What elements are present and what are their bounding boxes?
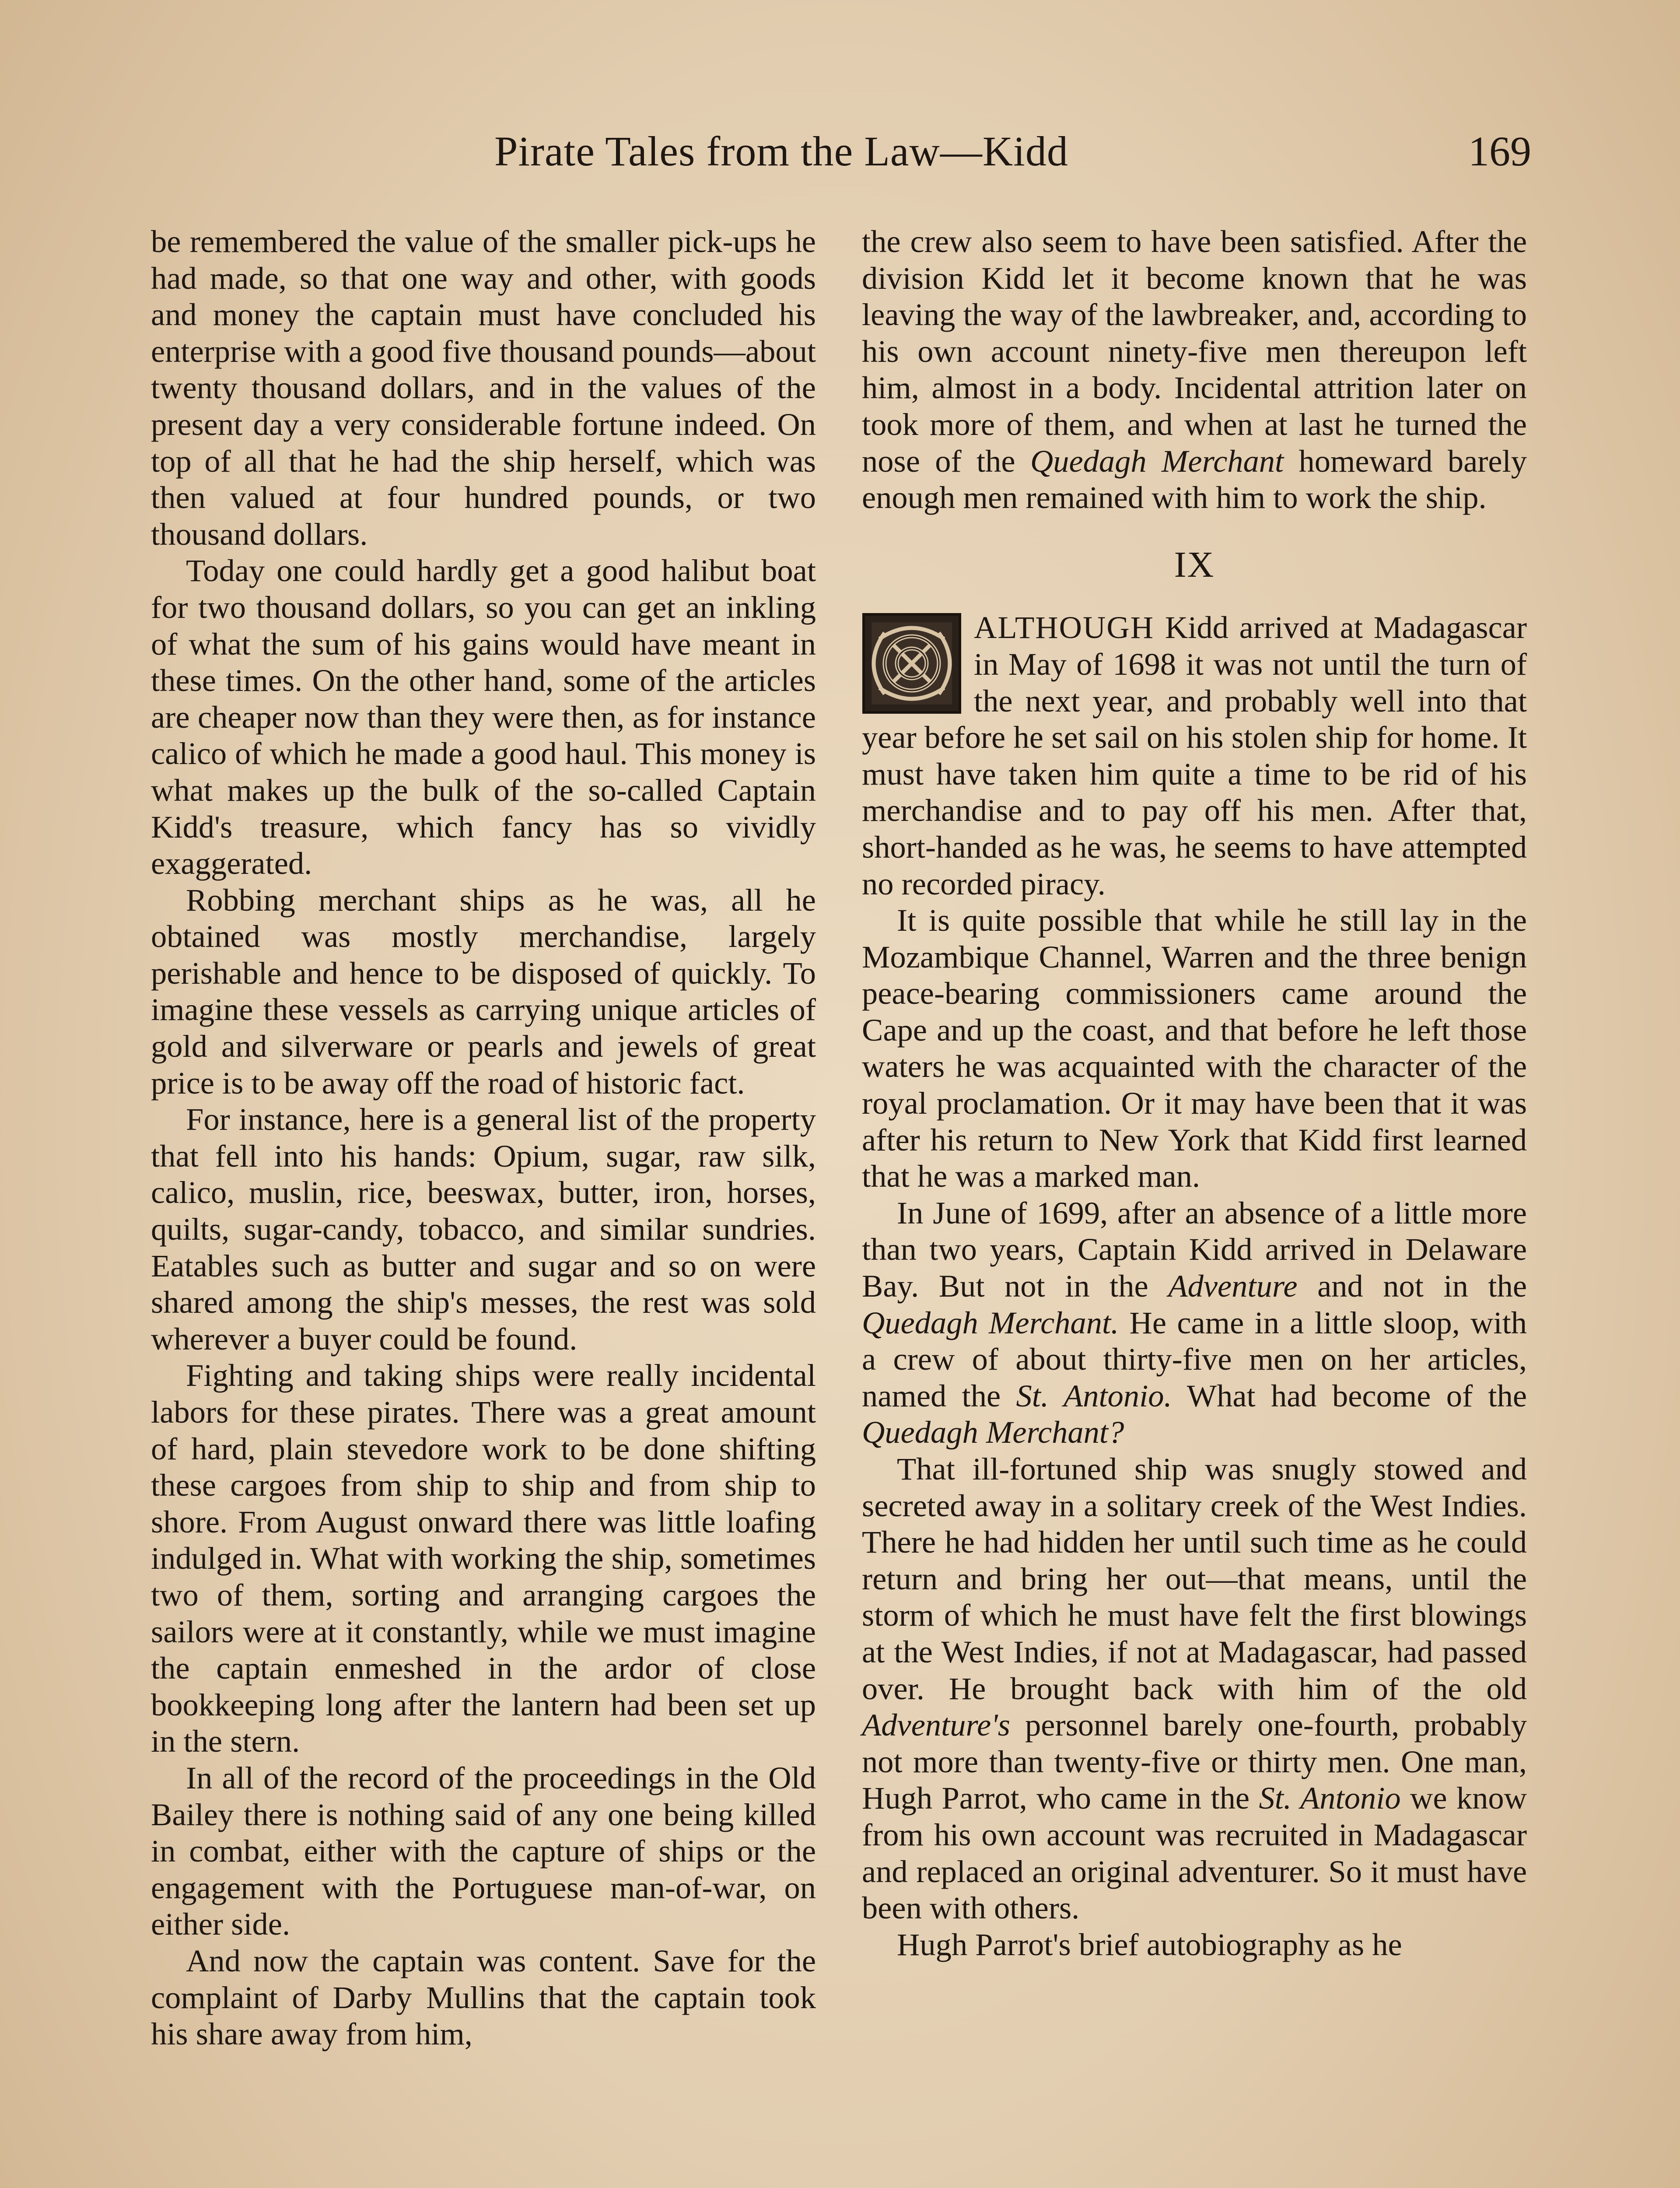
paragraph: Fighting and taking ships were really incidental labors for these pirates. There was a great amount of hard, plain stevedore work to be done shifting these cargoes from ship to ship and from ship to shore. From August onward there was little loafing indulged in. What with working the ship, sometimes two of them, sorting and arranging cargoes the sailors were at it constantly, while we must imagine the captain enmeshed in the ardor of close bookkeeping long after the lantern had been set up in the stern. bbox=[151, 1357, 816, 1759]
paragraph bbox=[862, 223, 1527, 516]
paragraph: In all of the record of the proceedings in the Old Bailey there is nothing said of any one being killed in combat, either with the capture of ships or the engagement with the Portuguese man-of-war, on either side. bbox=[151, 1760, 816, 1942]
text-run: personnel barely one-fourth, probably not more than twenty-five or thirty men. One man, Hugh Parrot, who came in the bbox=[862, 1707, 1527, 1816]
text-run: He came in a little sloop, with a crew of about thirty-five men on her articles, named the bbox=[862, 1304, 1527, 1413]
paragraph: be remembered the value of the smaller pick-ups he had made, so that one way and other, with goods and money the captain must have concluded his enterprise with a good five thousand pounds—about twenty thousand dollars, and in the values of the present day a very considerable fortune indeed. On top of all that he had the ship herself, which was then valued at four hundred pounds, or two thousand dollars. bbox=[151, 224, 816, 552]
paragraph: Today one could hardly get a good halibut boat for two thousand dollars, so you can get an inkling of what the sum of his gains would have meant in these times. On the other hand, some of the articles are cheaper now than they were then, as for instance calico of which he made a good haul. This money is what makes up the bulk of the so-called Captain Kidd's treasure, which fancy has so vividly exaggerated. bbox=[151, 553, 816, 881]
text-run: we know from his own account was recruited in Madagascar and replaced an original adventurer. So it must have been with others. bbox=[862, 1780, 1527, 1926]
page-header bbox=[149, 127, 1531, 193]
text-run: homeward barely enough men remained with him to work the ship. bbox=[862, 443, 1527, 515]
paragraph: Hugh Parrot's brief autobiography as he bbox=[897, 1926, 1402, 1962]
text-run: and not in the bbox=[1317, 1268, 1527, 1304]
text-run: the crew also seem to have been satisfied. After the division Kidd let it become known that he was leaving the way of the lawbreaker, and, according to his own account ninety-five men thereupon left him, almost in a body. Incidental attrition later on took more of them, and when at last he turned the nose of the bbox=[862, 224, 1527, 479]
opening-word: ALTHOUGH bbox=[974, 610, 1155, 645]
text-run: In June of 1699, after an absence of a little more than two years, Captain Kidd arrived in Delaware Bay. But not in the bbox=[862, 1195, 1527, 1304]
ship-name: Adventure's bbox=[862, 1707, 1010, 1743]
section-number: IX bbox=[1174, 544, 1215, 585]
ornamental-knot-icon bbox=[862, 613, 962, 714]
text-run: Kidd arrived at Madagascar in May of 1698 it was not until the turn of the next year, and probably well into that year before he set sail on his stolen ship for home. It must have taken him quite a time to be rid of his merchandise and to pay off his men. After that, short-handed as he was, he seems to have attempted no recorded piracy. bbox=[862, 610, 1527, 901]
running-head: Pirate Tales from the Law—Kidd bbox=[494, 128, 1068, 175]
paragraph: It is quite possible that while he still lay in the Mozambique Channel, Warren and the three benign peace-bearing commissioners came around the Cape and up the coast, and that before he left those waters he was acquainted with the character of the royal proclamation. Or it may have been that it was after his return to New York that Kidd first learned that he was a marked man. bbox=[862, 902, 1527, 1194]
text-run: That ill-fortuned ship was snugly stowed and secreted away in a solitary creek of the West Indies. There he had hidden her until such time as he could return and bring her out—that means, until the storm of which he must have felt the first blowings at the West Indies, if not at Madagascar, had passed over. He brought back with him of the old bbox=[862, 1451, 1527, 1706]
ship-name: St. Antonio. bbox=[1016, 1378, 1172, 1413]
paragraph: For instance, here is a general list of the property that fell into his hands: Opium, sugar, raw silk, calico, muslin, rice, beeswax, butter, iron, horses, quilts, sugar-candy, tobacco, and similar sundries. Eatables such as butter and sugar and so on were shared among the ship's messes, the rest was sold wherever a buyer could be found. bbox=[151, 1101, 816, 1357]
section-opening bbox=[862, 609, 1527, 902]
page-number: 169 bbox=[1468, 128, 1531, 175]
paragraph bbox=[862, 609, 1527, 902]
paragraph: Robbing merchant ships as he was, all he obtained was mostly merchandise, largely perishable and hence to be disposed of quickly. To imagine these vessels as carrying unique articles of gold and silverware or pearls and jewels of great price is to be away off the road of historic fact. bbox=[151, 882, 816, 1101]
ship-name: Quedagh Merchant bbox=[1030, 443, 1284, 479]
ship-name: Adventure bbox=[1168, 1268, 1298, 1304]
paragraph: And now the captain was content. Save for the complaint of Darby Mullins that the captain took his share away from him, bbox=[151, 1943, 816, 2052]
text-run: What had become of the bbox=[1186, 1378, 1527, 1413]
ship-name: Quedagh Merchant. bbox=[862, 1304, 1119, 1340]
left-column bbox=[151, 223, 816, 2052]
right-column bbox=[862, 223, 1527, 1963]
ship-name: St. Antonio bbox=[1259, 1780, 1401, 1816]
paragraph bbox=[862, 1195, 1527, 1451]
ship-name: Quedagh Merchant? bbox=[862, 1414, 1124, 1450]
paragraph bbox=[862, 1451, 1527, 1926]
